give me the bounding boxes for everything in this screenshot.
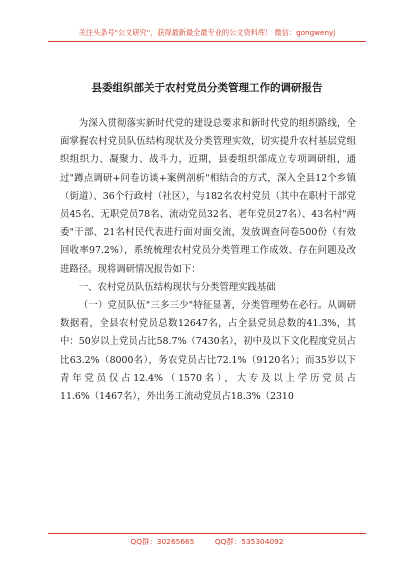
section-heading: 一、农村党员队伍结构现状与分类管理实践基础: [78, 281, 276, 293]
document-body: [60, 115, 356, 406]
page-footer: [48, 537, 366, 546]
footer-divider: [48, 533, 366, 534]
document-title: 县委组织部关于农村党员分类管理工作的调研报告: [91, 82, 323, 94]
body-paragraph: （一）党员队伍"三多三少"特征显著，分类管理势在必行。从调研数据看，全县农村党员总数12647名，占全县党员总数的41.3%，其中：50岁以上党员占比58.7%（7430名），初中及以下文化程度党员占比63.2%（8000名），务农党员占比72.1%（9120名）；而35岁以下青年党员仅占12.4%（1570名），大专及以上学历党员占11.6%（1467名），外出务工流动党员占18.3%（2310: [60, 300, 356, 403]
footer-qq-group-1: QQ群：30265665: [130, 537, 195, 546]
intro-paragraph: 为深入贯彻落实新时代党的建设总要求和新时代党的组织路线，全面掌握农村党员队伍结构现状及分类管理实效，切实提升农村基层党组织组织力、凝聚力、战斗力，近期，县委组织部成立专项调研组，通过"蹲点调研+问卷访谈+案例剖析"相结合的方式，深入全县12个乡镇（街道）、36个行政村（社区），与182名农村党员（其中在职村干部党员45名、无职党员78名、流动党员32名、老年党员27名）、43名村"两委"干部、21名村民代表进行面对面交流，发放调查问卷500份（有效回收率97.2%），系统梳理农村党员分类管理工作成效、存在问题及改进路径。现将调研情况报告如下：: [60, 118, 356, 275]
header-divider: [48, 41, 366, 42]
page-header-banner: 关注头条号"公文研究"，获得最新最全最专业的公文资料库！ 微信：gongwenyj: [78, 28, 336, 37]
footer-qq-group-2: QQ群：535304092: [214, 537, 284, 546]
